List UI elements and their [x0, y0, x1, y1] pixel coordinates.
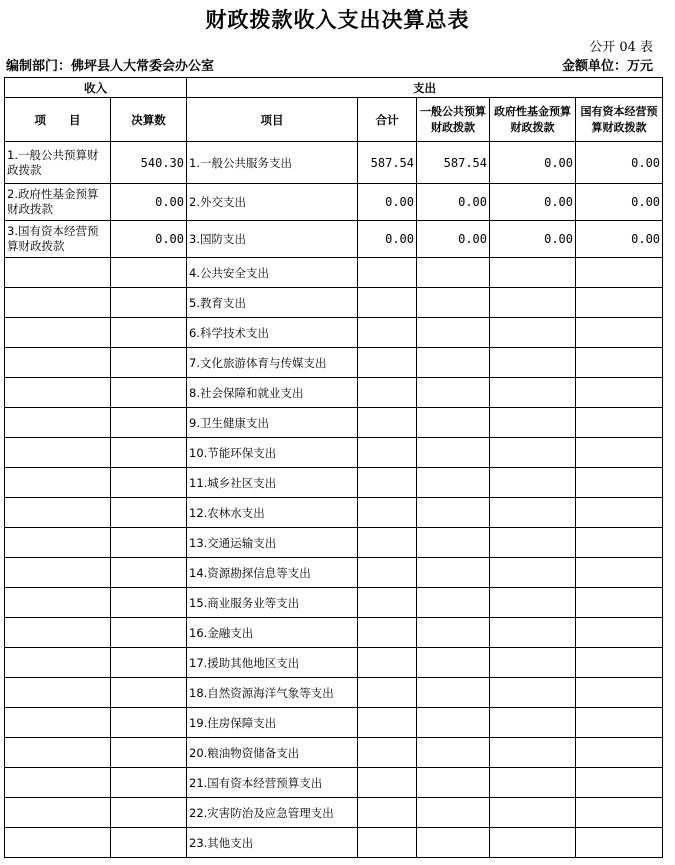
income-amount-empty: [111, 498, 187, 528]
expense-item: 17.援助其他地区支出: [187, 648, 358, 678]
expense-general: [417, 588, 490, 618]
income-amount-empty: [111, 258, 187, 288]
expense-item: 13.交通运输支出: [187, 528, 358, 558]
income-item-empty: [5, 438, 111, 468]
income-item-empty: [5, 828, 111, 858]
expense-item: 2.外交支出: [187, 184, 358, 221]
income-amount-empty: [111, 738, 187, 768]
income-amount-empty: [111, 528, 187, 558]
income-amount-empty: [111, 288, 187, 318]
expense-fund: [490, 588, 576, 618]
expense-general: [417, 498, 490, 528]
expense-soe: [576, 498, 663, 528]
expense-fund: [490, 258, 576, 288]
table-row: [5, 738, 663, 768]
general-header: 一般公共预算财政拨款: [417, 98, 490, 142]
income-item-empty: [5, 318, 111, 348]
expense-total: [358, 618, 417, 648]
expense-fund: [490, 648, 576, 678]
expense-total: [358, 648, 417, 678]
expense-fund: [490, 768, 576, 798]
expense-fund: [490, 738, 576, 768]
expense-total: [358, 348, 417, 378]
expense-general: [417, 708, 490, 738]
table-row: [5, 828, 663, 858]
expense-general: [417, 408, 490, 438]
expense-general: [417, 738, 490, 768]
expense-total: [358, 588, 417, 618]
expense-soe: [576, 648, 663, 678]
income-amount-empty: [111, 648, 187, 678]
expense-item: 16.金融支出: [187, 618, 358, 648]
income-item-empty: [5, 738, 111, 768]
soe-header: 国有资本经营预算财政拨款: [576, 98, 663, 142]
expense-total: [358, 678, 417, 708]
expense-soe: [576, 348, 663, 378]
expense-item: 8.社会保障和就业支出: [187, 378, 358, 408]
expense-fund: [490, 618, 576, 648]
expense-general: [417, 258, 490, 288]
income-amount-empty: [111, 408, 187, 438]
expense-item: 20.粮油物资储备支出: [187, 738, 358, 768]
table-row: [5, 708, 663, 738]
income-item-empty: [5, 528, 111, 558]
expense-total: [358, 828, 417, 858]
income-item-header: 项 目: [5, 98, 111, 142]
expense-general: [417, 648, 490, 678]
expense-total: [358, 768, 417, 798]
expense-general: [417, 348, 490, 378]
table-row: [5, 618, 663, 648]
income-amount-empty: [111, 558, 187, 588]
expense-soe: [576, 708, 663, 738]
expense-item: 12.农林水支出: [187, 498, 358, 528]
income-amount-empty: [111, 618, 187, 648]
expense-soe: [576, 258, 663, 288]
expense-soe: [576, 588, 663, 618]
expense-item: 11.城乡社区支出: [187, 468, 358, 498]
expense-fund: [490, 528, 576, 558]
income-item-empty: [5, 288, 111, 318]
income-amount-empty: [111, 798, 187, 828]
expense-item: 3.国防支出: [187, 221, 358, 258]
expense-item: 10.节能环保支出: [187, 438, 358, 468]
expense-item: 6.科学技术支出: [187, 318, 358, 348]
table-row: [5, 348, 663, 378]
income-item-empty: [5, 618, 111, 648]
table-row: [5, 768, 663, 798]
expense-soe: [576, 408, 663, 438]
expense-total: 0.00: [358, 221, 417, 258]
expense-item: 5.教育支出: [187, 288, 358, 318]
expense-total: 0.00: [358, 184, 417, 221]
expense-soe: [576, 558, 663, 588]
expense-soe: 0.00: [576, 184, 663, 221]
expense-soe: [576, 618, 663, 648]
expense-item: 21.国有资本经营预算支出: [187, 768, 358, 798]
expense-total: [358, 708, 417, 738]
table-row: [5, 184, 663, 221]
income-item-empty: [5, 408, 111, 438]
income-amount-empty: [111, 708, 187, 738]
expense-soe: [576, 438, 663, 468]
income-header: 收入: [5, 78, 187, 98]
table-row: [5, 678, 663, 708]
expense-general: [417, 798, 490, 828]
expense-fund: [490, 408, 576, 438]
expense-fund: [490, 828, 576, 858]
expense-item: 1.一般公共服务支出: [187, 142, 358, 184]
expense-general: 0.00: [417, 184, 490, 221]
expense-soe: [576, 828, 663, 858]
expense-fund: [490, 288, 576, 318]
expense-fund: [490, 798, 576, 828]
table-row: [5, 588, 663, 618]
income-amount: 540.30: [111, 142, 187, 184]
expense-item-header: 项目: [187, 98, 358, 142]
expense-soe: [576, 798, 663, 828]
expense-general: [417, 618, 490, 648]
table-row: [5, 221, 663, 258]
expense-soe: 0.00: [576, 142, 663, 184]
expense-total: [358, 378, 417, 408]
table-row: [5, 318, 663, 348]
income-amount-empty: [111, 348, 187, 378]
expense-item: 19.住房保障支出: [187, 708, 358, 738]
department-label: 编制部门：佛坪县人大常委会办公室: [6, 59, 215, 74]
income-item-empty: [5, 588, 111, 618]
form-number: 公开 04 表: [589, 40, 653, 55]
expense-total: [358, 558, 417, 588]
income-amount-empty: [111, 468, 187, 498]
expense-fund: 0.00: [490, 142, 576, 184]
expense-header: 支出: [187, 78, 663, 98]
expense-fund: [490, 558, 576, 588]
income-item-empty: [5, 768, 111, 798]
expense-fund: 0.00: [490, 221, 576, 258]
income-amount-empty: [111, 318, 187, 348]
income-amount-empty: [111, 678, 187, 708]
unit-label: 金额单位：万元: [561, 59, 653, 74]
table-row: [5, 438, 663, 468]
expense-general: [417, 768, 490, 798]
expense-fund: [490, 348, 576, 378]
expense-total: [358, 798, 417, 828]
income-amount-empty: [111, 768, 187, 798]
table-row: [5, 288, 663, 318]
income-item-empty: [5, 348, 111, 378]
total-header: 合计: [358, 98, 417, 142]
expense-general: [417, 468, 490, 498]
expense-total: [358, 738, 417, 768]
budget-table: [4, 77, 663, 858]
income-item: 2.政府性基金预算财政拨款: [5, 184, 111, 221]
expense-general: [417, 828, 490, 858]
expense-item: 9.卫生健康支出: [187, 408, 358, 438]
expense-general: [417, 528, 490, 558]
income-item-empty: [5, 678, 111, 708]
expense-item: 15.商业服务业等支出: [187, 588, 358, 618]
expense-general: [417, 288, 490, 318]
expense-soe: [576, 768, 663, 798]
income-item-empty: [5, 558, 111, 588]
table-row: [5, 408, 663, 438]
expense-item: 14.资源勘探信息等支出: [187, 558, 358, 588]
table-row: [5, 498, 663, 528]
income-item-empty: [5, 468, 111, 498]
table-row: [5, 258, 663, 288]
expense-general: [417, 558, 490, 588]
income-item-empty: [5, 378, 111, 408]
expense-item: 4.公共安全支出: [187, 258, 358, 288]
expense-fund: [490, 498, 576, 528]
expense-total: 587.54: [358, 142, 417, 184]
expense-fund: [490, 318, 576, 348]
expense-soe: 0.00: [576, 221, 663, 258]
expense-item: 23.其他支出: [187, 828, 358, 858]
expense-general: 587.54: [417, 142, 490, 184]
table-row: [5, 558, 663, 588]
expense-fund: [490, 468, 576, 498]
income-item-empty: [5, 708, 111, 738]
expense-soe: [576, 378, 663, 408]
expense-fund: [490, 438, 576, 468]
income-amount-empty: [111, 828, 187, 858]
expense-total: [358, 408, 417, 438]
income-item-empty: [5, 498, 111, 528]
expense-total: [358, 528, 417, 558]
expense-soe: [576, 288, 663, 318]
expense-fund: 0.00: [490, 184, 576, 221]
expense-general: [417, 678, 490, 708]
expense-total: [358, 318, 417, 348]
expense-total: [358, 258, 417, 288]
expense-total: [358, 438, 417, 468]
final-amount-header: 决算数: [111, 98, 187, 142]
table-row: [5, 648, 663, 678]
expense-total: [358, 498, 417, 528]
table-row: [5, 468, 663, 498]
expense-general: 0.00: [417, 221, 490, 258]
expense-soe: [576, 468, 663, 498]
page-title: 财政拨款收入支出决算总表: [205, 7, 470, 32]
expense-general: [417, 318, 490, 348]
income-amount-empty: [111, 378, 187, 408]
income-item: 3.国有资本经营预算财政拨款: [5, 221, 111, 258]
income-amount-empty: [111, 588, 187, 618]
expense-item: 18.自然资源海洋气象等支出: [187, 678, 358, 708]
expense-general: [417, 438, 490, 468]
expense-fund: [490, 708, 576, 738]
expense-total: [358, 288, 417, 318]
income-item-empty: [5, 798, 111, 828]
expense-soe: [576, 318, 663, 348]
income-item: 1.一般公共预算财政拨款: [5, 142, 111, 184]
expense-item: 22.灾害防治及应急管理支出: [187, 798, 358, 828]
expense-soe: [576, 678, 663, 708]
income-item-empty: [5, 258, 111, 288]
table-row: [5, 142, 663, 184]
table-row: [5, 378, 663, 408]
expense-soe: [576, 528, 663, 558]
fund-header: 政府性基金预算财政拨款: [490, 98, 576, 142]
expense-soe: [576, 738, 663, 768]
expense-general: [417, 378, 490, 408]
table-row: [5, 798, 663, 828]
expense-fund: [490, 378, 576, 408]
income-amount: 0.00: [111, 221, 187, 258]
expense-total: [358, 468, 417, 498]
table-row: [5, 528, 663, 558]
income-amount: 0.00: [111, 184, 187, 221]
income-item-empty: [5, 648, 111, 678]
income-amount-empty: [111, 438, 187, 468]
expense-item: 7.文化旅游体育与传媒支出: [187, 348, 358, 378]
expense-fund: [490, 678, 576, 708]
